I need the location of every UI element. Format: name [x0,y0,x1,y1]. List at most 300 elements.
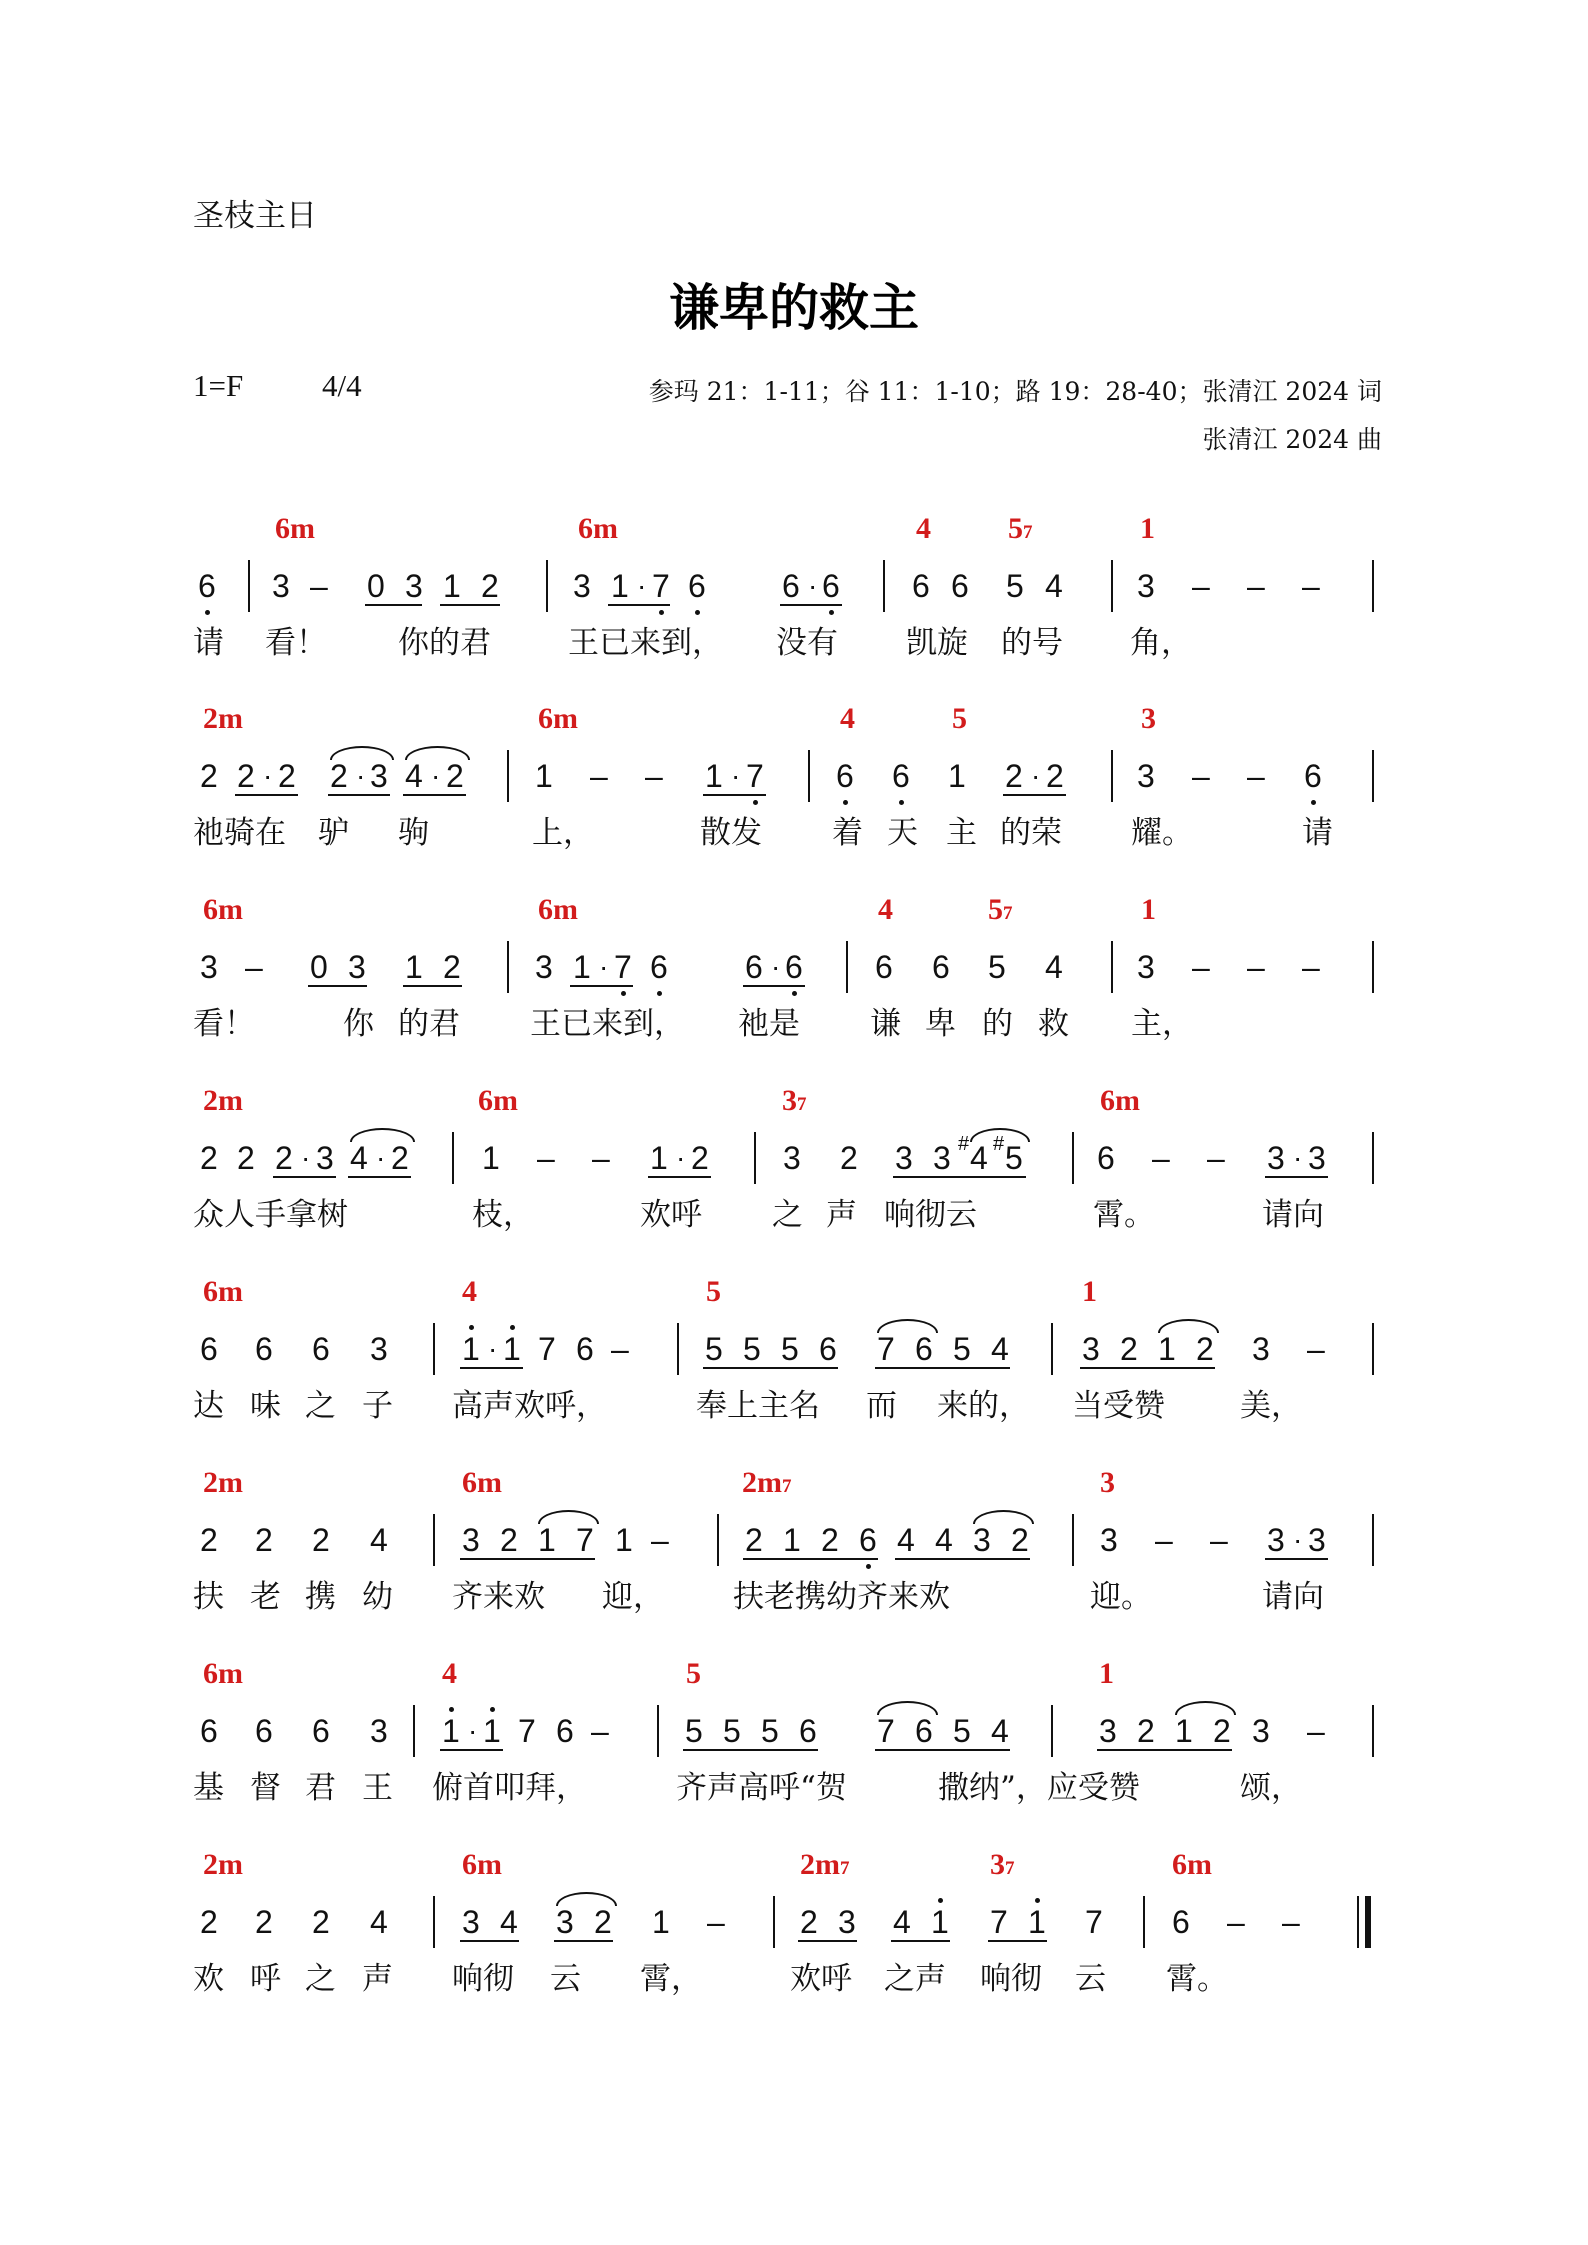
bar-line [1111,560,1113,612]
lyric-syllable: 枝， [472,1197,534,1233]
lyric-syllable: 耀。 [1131,815,1193,851]
note-glyph: 3 [1137,949,1155,985]
note-glyph: 1 [443,568,461,604]
note-glyph: 4 [500,1904,518,1940]
lyric-syllable: 子 [362,1388,393,1424]
note-glyph: 6 [859,1522,877,1558]
lyric-syllable: 达 [193,1388,224,1424]
note-glyph: 4 [350,1140,368,1176]
note-glyph: 6 [892,758,910,794]
note-glyph: 2 [446,758,464,794]
chord-symbol: 5 [686,1657,701,1690]
bar-line [452,1132,454,1184]
bar-line [717,1514,719,1566]
note-glyph: 2 [500,1522,518,1558]
note-glyph: 3 [1137,758,1155,794]
bar-line [413,1705,415,1757]
note-glyph: 2 [800,1904,818,1940]
lyric-syllable: 之声 [884,1961,946,1997]
note-glyph: 2 [481,568,499,604]
song-title: 谦卑的救主 [669,279,919,337]
note-glyph: 3 [1252,1331,1270,1367]
note-glyph: 6 [200,1331,218,1367]
lyric-syllable: 味 [250,1388,281,1424]
bar-line [1357,1896,1359,1948]
note-glyph: 4 [935,1522,953,1558]
bar-line [1372,560,1374,612]
note-glyph: 1 [931,1904,949,1940]
note-glyph: 3 [462,1904,480,1940]
note-glyph: · [771,951,781,982]
note-glyph: 6 [799,1713,817,1749]
chord-symbol: 5 [706,1275,721,1308]
lyric-syllable: 云 [1075,1961,1106,1997]
note-glyph: 1 [705,758,723,794]
upper-octave-dot [469,1325,474,1330]
note-glyph: 1 [535,758,553,794]
note-glyph: 3 [462,1522,480,1558]
note-glyph: 1 [483,1713,501,1749]
lower-octave-dot [1311,800,1316,805]
lyric-syllable: 颂， [1240,1770,1302,1806]
note-glyph: – [1307,1331,1325,1367]
note-glyph: 6 [915,1713,933,1749]
note-glyph: 5 [1006,568,1024,604]
note-glyph: 7 [990,1904,1008,1940]
lyric-syllable: 霄。 [1093,1197,1155,1233]
lyric-syllable: 的荣 [1000,815,1062,851]
score-system [0,1657,1588,1847]
slur-tie [1175,1701,1236,1715]
note-glyph: 2 [255,1904,273,1940]
bar-line [657,1705,659,1757]
note-glyph: 1 [611,568,629,604]
score-system [0,1848,1588,2038]
note-glyph: 3 [370,1331,388,1367]
note-glyph: · [376,1142,386,1173]
note-glyph: 2 [443,949,461,985]
bar-line [883,560,885,612]
bar-line [1372,1132,1374,1184]
note-glyph: – [1210,1522,1228,1558]
eighth-underline [798,1940,857,1942]
note-glyph: 6 [912,568,930,604]
note-glyph: – [707,1904,725,1940]
chord-symbol: 6m [1100,1084,1140,1117]
note-glyph: 2 [1137,1713,1155,1749]
lyrics-line [0,1954,1588,2004]
note-glyph: # [958,1133,970,1155]
eighth-underline [891,1940,950,1942]
note-glyph: 1 [1158,1331,1176,1367]
note-glyph: 7 [538,1331,556,1367]
note-glyph: 3 [405,568,423,604]
eighth-underline [235,794,298,796]
note-glyph: # [993,1133,1005,1155]
lyric-syllable: 迎， [602,1579,664,1615]
eighth-underline [460,1367,523,1369]
note-glyph: – [1192,568,1210,604]
note-glyph: 6 [822,568,840,604]
lyric-syllable: 撒纳”，应受赞 [938,1770,1140,1806]
chord-symbol: 6m [478,1084,518,1117]
note-glyph: 3 [1252,1713,1270,1749]
note-glyph: 2 [200,758,218,794]
score-system [0,702,1588,892]
note-glyph: 5 [723,1713,741,1749]
eighth-underline [1265,1558,1328,1560]
bar-line [1372,1323,1374,1375]
chord-symbol: 1 [1141,893,1156,926]
bar-line [433,1514,435,1566]
lyric-syllable: 请向 [1262,1197,1324,1233]
eighth-underline [273,1176,336,1178]
lyrics-line [0,1572,1588,1622]
composer-credit: 张清江 2024 曲 [1202,425,1382,454]
note-glyph: 2 [200,1140,218,1176]
chord-symbol: 57 [988,893,1013,926]
upper-octave-dot [510,1325,515,1330]
lyric-syllable: 响彻云 [884,1197,977,1233]
note-glyph: 1 [1175,1713,1193,1749]
note-glyph: 6 [198,568,216,604]
note-glyph: 3 [1082,1331,1100,1367]
lyrics-line [0,1381,1588,1431]
slur-tie [877,1319,938,1333]
upper-octave-dot [1035,1898,1040,1903]
lyric-syllable: 幼 [362,1579,393,1615]
eighth-underline [440,1749,503,1751]
note-glyph: 6 [836,758,854,794]
note-glyph: 1 [615,1522,633,1558]
note-glyph: 2 [594,1904,612,1940]
lyric-syllable: 王已来到， [568,625,723,661]
lyric-syllable: 没有 [776,625,838,661]
note-glyph: 1 [652,1904,670,1940]
note-glyph: · [431,760,441,791]
lower-octave-dot [792,991,797,996]
lyric-syllable: 之 [305,1388,336,1424]
lyric-syllable: 王 [362,1770,393,1806]
lyric-syllable: 主 [946,815,977,851]
note-glyph: 3 [348,949,366,985]
lyric-syllable: 角， [1130,625,1192,661]
note-glyph: – [1302,568,1320,604]
eighth-underline [460,1558,595,1560]
note-glyph: 7 [614,949,632,985]
notation-line [0,1323,1588,1383]
bar-line [507,750,509,802]
bar-line [1051,1323,1053,1375]
eighth-underline [365,604,422,606]
bar-line [773,1896,775,1948]
eighth-underline [988,1940,1047,1942]
note-glyph: 2 [1196,1331,1214,1367]
lyric-syllable: 天 [887,815,918,851]
lyric-syllable: 基 [193,1770,224,1806]
slur-tie [556,1892,617,1906]
bar-line [808,750,810,802]
eighth-underline [780,604,842,606]
chord-symbol: 6m [538,893,578,926]
note-glyph: 5 [988,949,1006,985]
chord-symbol: 6m [462,1848,502,1881]
note-glyph: 2 [821,1522,839,1558]
bar-line [1111,750,1113,802]
bar-line [1072,1514,1074,1566]
lyric-syllable: 驴 [318,815,349,851]
note-glyph: – [1247,758,1265,794]
lower-octave-dot [657,991,662,996]
note-glyph: 3 [1100,1522,1118,1558]
eighth-underline [683,1749,818,1751]
chord-symbol: 6m [538,702,578,735]
note-glyph: 3 [535,949,553,985]
slur-tie [973,1510,1034,1524]
note-glyph: 2 [1046,758,1064,794]
note-glyph: 2 [330,758,348,794]
bar-line [754,1132,756,1184]
bar-line [846,941,848,993]
slur-tie [877,1701,938,1715]
notation-line [0,1132,1588,1192]
note-glyph: 3 [200,949,218,985]
note-glyph: 1 [462,1331,480,1367]
eighth-underline [895,1558,1030,1560]
lyrics-line [0,999,1588,1049]
note-glyph: 2 [278,758,296,794]
bar-line [1143,1896,1145,1948]
chord-symbol: 3 [1141,702,1156,735]
note-glyph: 3 [316,1140,334,1176]
note-glyph: – [1155,1522,1173,1558]
note-glyph: – [537,1140,555,1176]
note-glyph: 2 [312,1522,330,1558]
lyric-syllable: 高声欢呼， [452,1388,607,1424]
note-glyph: 6 [1097,1140,1115,1176]
lyric-syllable: 散发 [700,815,762,851]
note-glyph: 5 [743,1331,761,1367]
eighth-underline [403,794,466,796]
note-glyph: – [1192,949,1210,985]
eighth-underline [440,604,500,606]
note-glyph: 1 [948,758,966,794]
lyric-syllable: 俯首叩拜， [432,1770,587,1806]
note-glyph: 6 [255,1331,273,1367]
note-glyph: – [1307,1713,1325,1749]
lyric-syllable: 响彻 [452,1961,514,1997]
chord-symbol: 1 [1140,512,1155,545]
chord-symbol: 6m [275,512,315,545]
bar-line [1111,941,1113,993]
lyric-syllable: 扶老携幼齐来欢 [733,1579,950,1615]
lyric-syllable: 看！ [193,1006,255,1042]
lower-octave-dot [659,610,664,615]
lyric-syllable: 众人手拿树 [193,1197,348,1233]
note-glyph: 2 [237,758,255,794]
note-glyph: 3 [1267,1522,1285,1558]
note-glyph: – [1302,949,1320,985]
note-glyph: 1 [783,1522,801,1558]
eighth-underline [554,1940,613,1942]
lower-octave-dot [621,991,626,996]
chord-symbol: 4 [916,512,931,545]
note-glyph: · [637,570,647,601]
note-glyph: – [1192,758,1210,794]
note-glyph: 6 [688,568,706,604]
note-glyph: 5 [781,1331,799,1367]
lyric-syllable: 凯旋 [906,625,968,661]
lyric-syllable: 来的， [937,1388,1030,1424]
lower-octave-dot [899,800,904,805]
note-glyph: 1 [482,1140,500,1176]
note-glyph: 6 [255,1713,273,1749]
lyric-syllable: 扶 [193,1579,224,1615]
note-glyph: 2 [691,1140,709,1176]
note-glyph: 6 [1304,758,1322,794]
note-glyph: – [1207,1140,1225,1176]
note-glyph: 3 [573,568,591,604]
note-glyph: 7 [1085,1904,1103,1940]
lyric-syllable: 王已来到， [530,1006,685,1042]
note-glyph: 7 [877,1331,895,1367]
note-glyph: 5 [1005,1140,1023,1176]
chord-symbol: 4 [878,893,893,926]
note-glyph: 5 [953,1713,971,1749]
notation-line [0,941,1588,1001]
lyric-syllable: 祂是 [738,1006,800,1042]
eighth-underline [403,985,462,987]
note-glyph: 6 [915,1331,933,1367]
note-glyph: 5 [953,1331,971,1367]
chord-symbol: 6m [578,512,618,545]
chord-symbol: 2m7 [742,1466,792,1499]
note-glyph: 6 [875,949,893,985]
slur-tie [538,1510,599,1524]
bar-line [1372,750,1374,802]
lyric-syllable: 云 [550,1961,581,1997]
note-glyph: · [599,951,609,982]
note-glyph: 6 [312,1331,330,1367]
lyric-syllable: 霄。 [1166,1961,1228,1997]
eighth-underline [328,794,390,796]
note-glyph: 4 [970,1140,988,1176]
eighth-underline [1080,1367,1215,1369]
note-glyph: 3 [895,1140,913,1176]
eighth-underline [1097,1749,1232,1751]
note-glyph: – [645,758,663,794]
note-glyph: 2 [200,1904,218,1940]
note-glyph: · [356,760,366,791]
eighth-underline [570,985,633,987]
note-glyph: 3 [1137,568,1155,604]
lyric-syllable: 呼 [250,1961,281,1997]
note-glyph: – [611,1331,629,1367]
lyric-syllable: 老 [250,1579,281,1615]
lyrics-line [0,808,1588,858]
chord-symbol: 6m [203,893,243,926]
chord-symbol: 6m [1172,1848,1212,1881]
note-glyph: 3 [1308,1140,1326,1176]
note-glyph: 2 [1120,1331,1138,1367]
eighth-underline [1003,794,1066,796]
lower-octave-dot [866,1564,871,1569]
lyric-syllable: 督 [250,1770,281,1806]
note-glyph: 6 [785,949,803,985]
bar-line [1372,1705,1374,1757]
note-glyph: 3 [973,1522,991,1558]
note-glyph: 4 [991,1713,1009,1749]
chord-symbol: 2m [203,1084,243,1117]
notation-line [0,560,1588,620]
eighth-underline [348,1176,411,1178]
note-glyph: · [808,570,818,601]
lyric-syllable: 主， [1131,1006,1193,1042]
note-glyph: · [1031,760,1041,791]
note-glyph: 1 [650,1140,668,1176]
note-glyph: 6 [932,949,950,985]
bar-line [546,560,548,612]
slur-tie [970,1128,1030,1142]
eighth-underline [308,985,367,987]
note-glyph: 7 [518,1713,536,1749]
chord-symbol: 2m7 [800,1848,850,1881]
bar-line [1372,1514,1374,1566]
note-glyph: 5 [685,1713,703,1749]
eighth-underline [875,1749,1010,1751]
chord-symbol: 2m [203,702,243,735]
notation-line [0,1514,1588,1574]
eighth-underline [648,1176,711,1178]
note-glyph: 6 [576,1331,594,1367]
note-glyph: 3 [370,1713,388,1749]
lower-octave-dot [695,610,700,615]
note-glyph: · [1293,1524,1303,1555]
note-glyph: · [488,1333,498,1364]
lyric-syllable: 之 [772,1197,803,1233]
note-glyph: 0 [310,949,328,985]
eighth-underline [703,794,766,796]
note-glyph: 6 [556,1713,574,1749]
note-glyph: – [1152,1140,1170,1176]
chord-symbol: 2m [203,1466,243,1499]
lyric-syllable: 响彻 [980,1961,1042,1997]
slur-tie [405,746,470,760]
note-glyph: 2 [745,1522,763,1558]
bar-line [677,1323,679,1375]
lyrics-line [0,1190,1588,1240]
notation-line [0,750,1588,810]
lyric-syllable: 奉上主名 [696,1388,820,1424]
lower-octave-dot [753,800,758,805]
final-bar-line [1365,1896,1371,1948]
note-glyph: 3 [556,1904,574,1940]
note-glyph: 6 [312,1713,330,1749]
lyric-syllable: 君 [305,1770,336,1806]
note-glyph: 6 [650,949,668,985]
lyric-syllable: 卑 [925,1006,956,1042]
note-glyph: 3 [1308,1522,1326,1558]
lyric-syllable: 当受赞 [1072,1388,1165,1424]
lyric-syllable: 请向 [1262,1579,1324,1615]
note-glyph: – [310,568,328,604]
note-glyph: 1 [573,949,591,985]
slur-tie [330,746,394,760]
lyric-syllable: 欢呼 [790,1961,852,1997]
note-glyph: – [590,758,608,794]
note-glyph: 2 [391,1140,409,1176]
note-glyph: – [591,1713,609,1749]
